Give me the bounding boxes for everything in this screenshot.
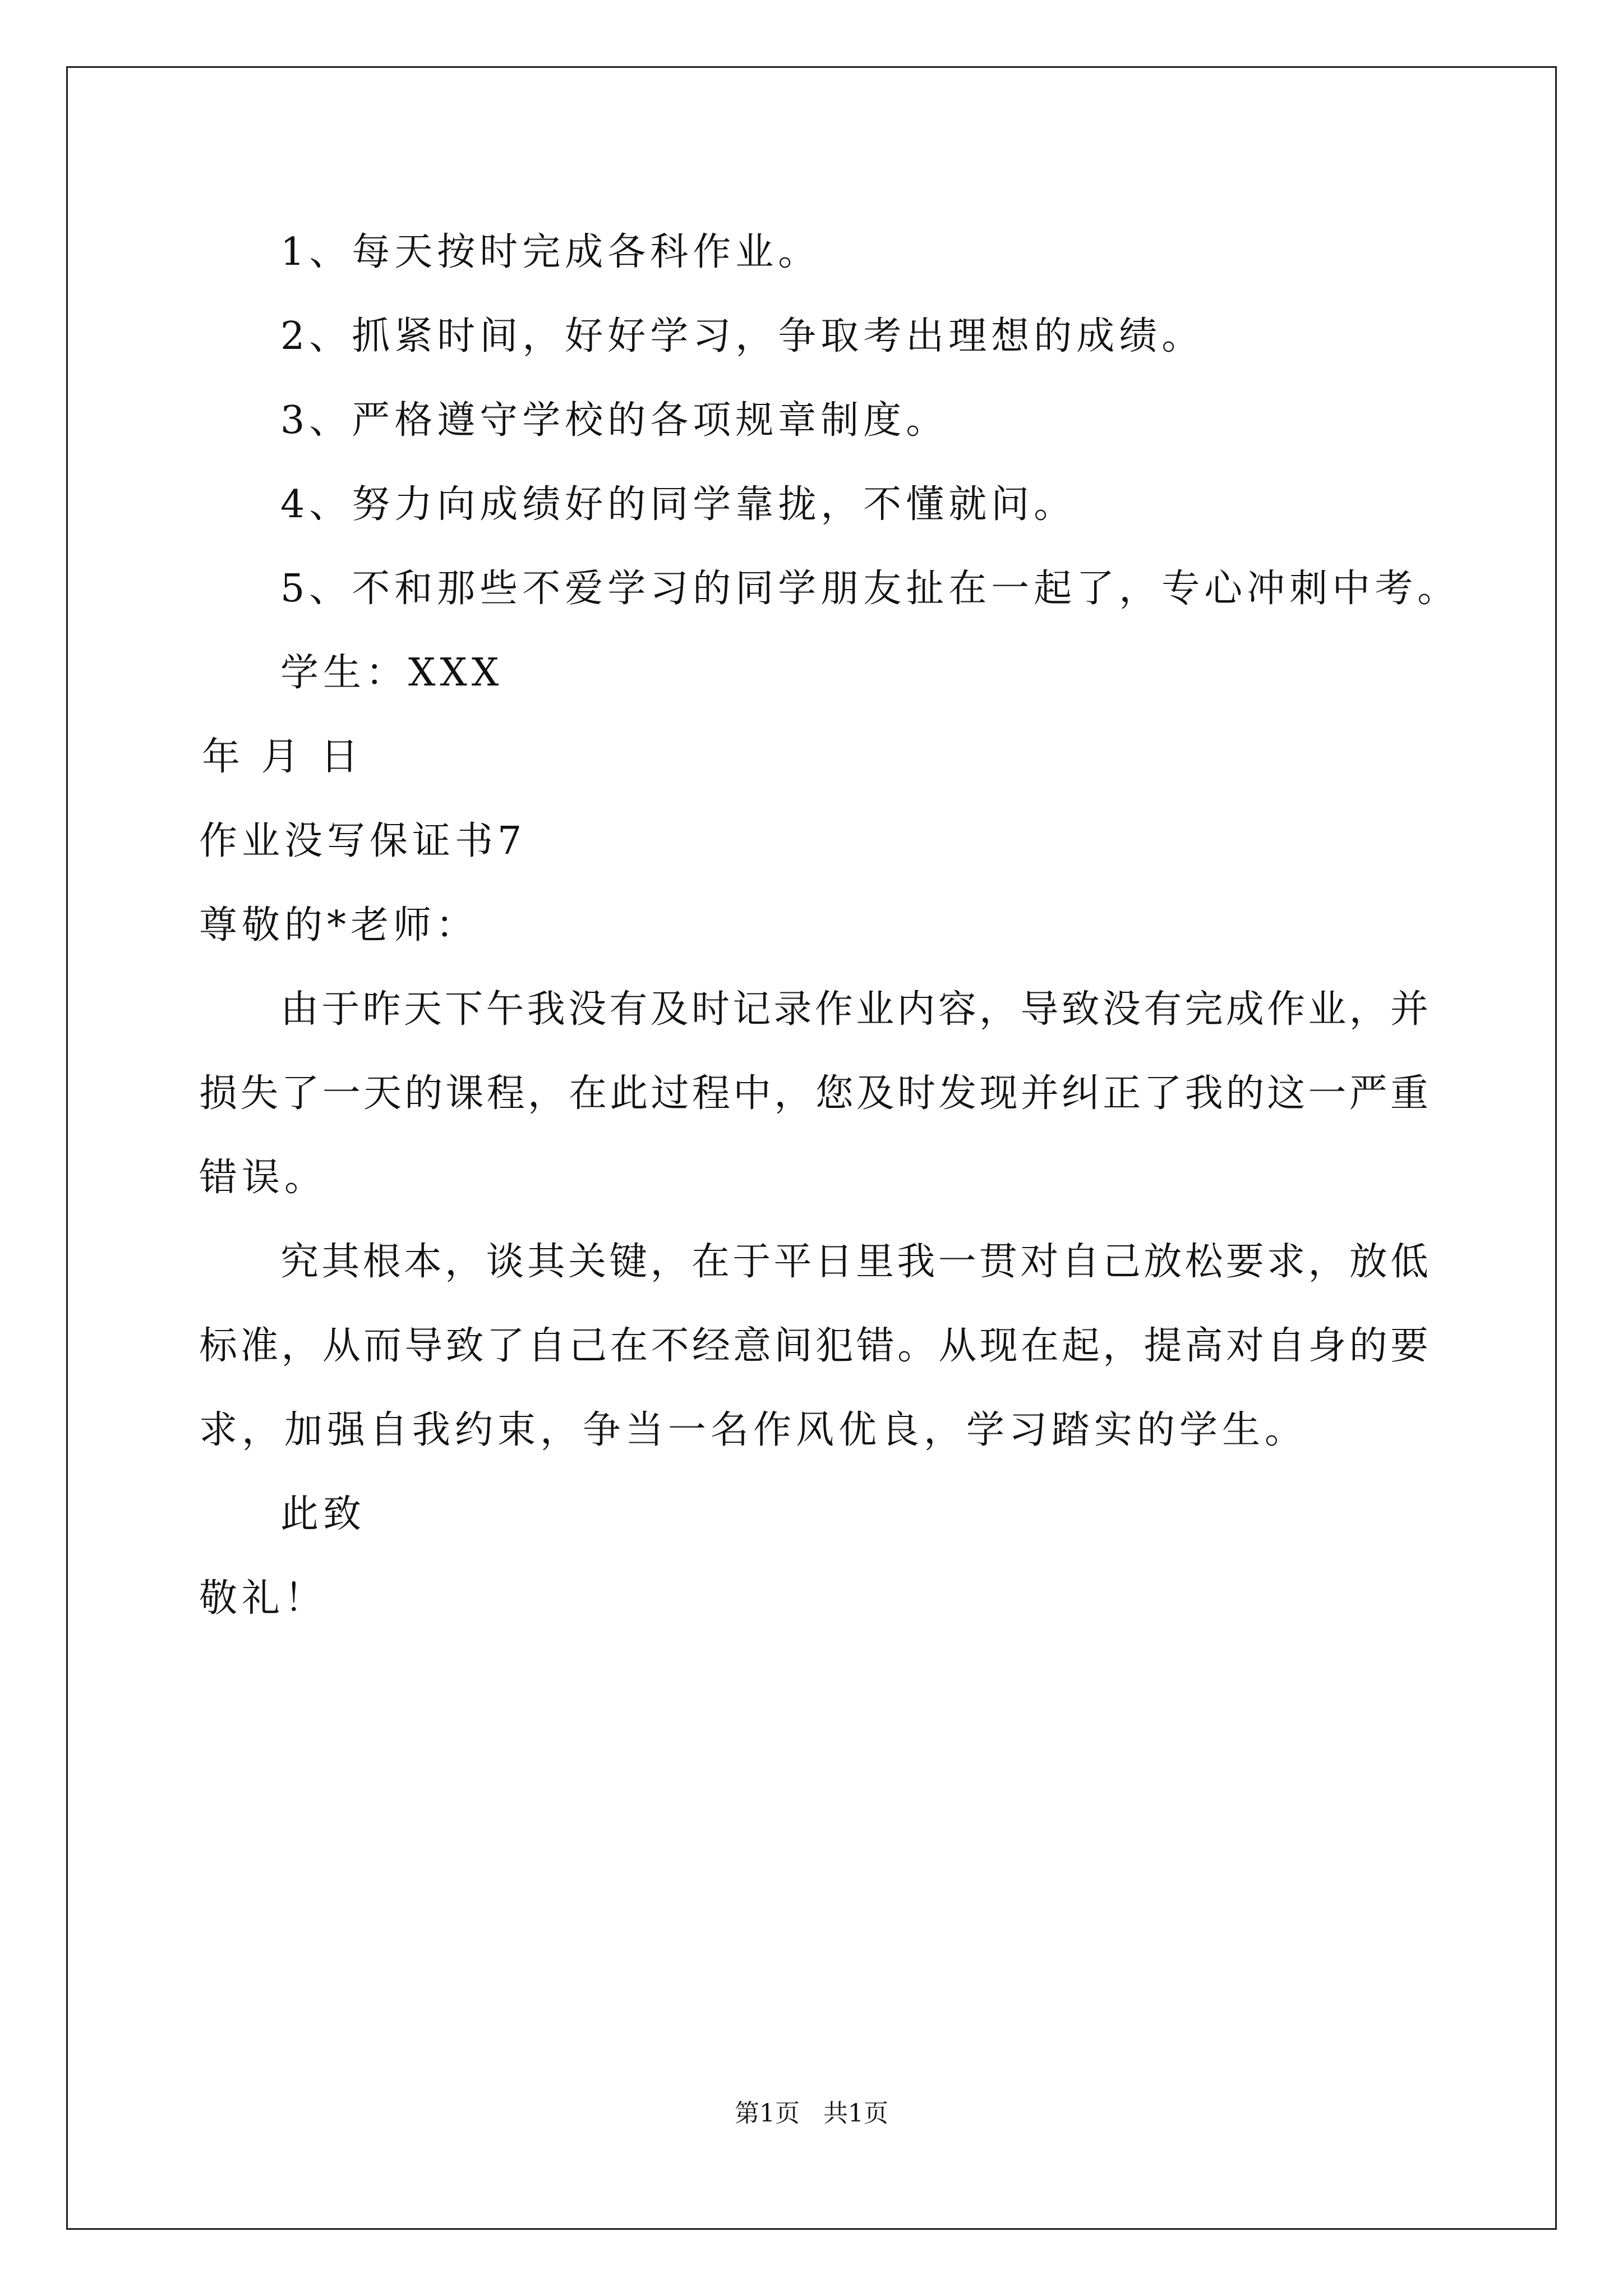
list-item-1: 1、每天按时完成各科作业。 bbox=[280, 230, 821, 274]
closing-line-1: 此致 bbox=[280, 1492, 366, 1536]
page-border bbox=[66, 66, 1557, 2230]
closing-line-2: 敬礼！ bbox=[199, 1576, 328, 1621]
list-item-4: 4、努力向成绩好的同学靠拢，不懂就问。 bbox=[280, 482, 1077, 527]
salutation: 尊敬的*老师： bbox=[199, 903, 479, 947]
paragraph-2-line-1: 究其根本，谈其关键，在于平日里我一贯对自己放松要求，放低 bbox=[280, 1240, 1428, 1284]
list-item-3: 3、严格遵守学校的各项规章制度。 bbox=[280, 398, 949, 443]
paragraph-2-line-3: 求，加强自我约束，争当一名作风优良，学习踏实的学生。 bbox=[199, 1408, 1308, 1452]
page-footer: 第1页 共1页 bbox=[735, 2099, 888, 2128]
list-item-5: 5、不和那些不爱学习的同学朋友扯在一起了，专心冲刺中考。 bbox=[280, 567, 1460, 611]
paragraph-1-line-1: 由于昨天下午我没有及时记录作业内容，导致没有完成作业，并 bbox=[280, 987, 1428, 1032]
date-line: 年 月 日 bbox=[202, 735, 363, 779]
list-item-2: 2、抓紧时间，好好学习，争取考出理想的成绩。 bbox=[280, 314, 1205, 358]
signature: 学生：XXX bbox=[280, 651, 504, 695]
paragraph-1-line-2: 损失了一天的课程，在此过程中，您及时发现并纠正了我的这一严重 bbox=[199, 1071, 1428, 1116]
document-title: 作业没写保证书7 bbox=[199, 819, 527, 863]
paragraph-2-line-2: 标准，从而导致了自己在不经意间犯错。从现在起，提高对自身的要 bbox=[199, 1324, 1428, 1368]
paragraph-1-line-3: 错误。 bbox=[199, 1156, 328, 1200]
